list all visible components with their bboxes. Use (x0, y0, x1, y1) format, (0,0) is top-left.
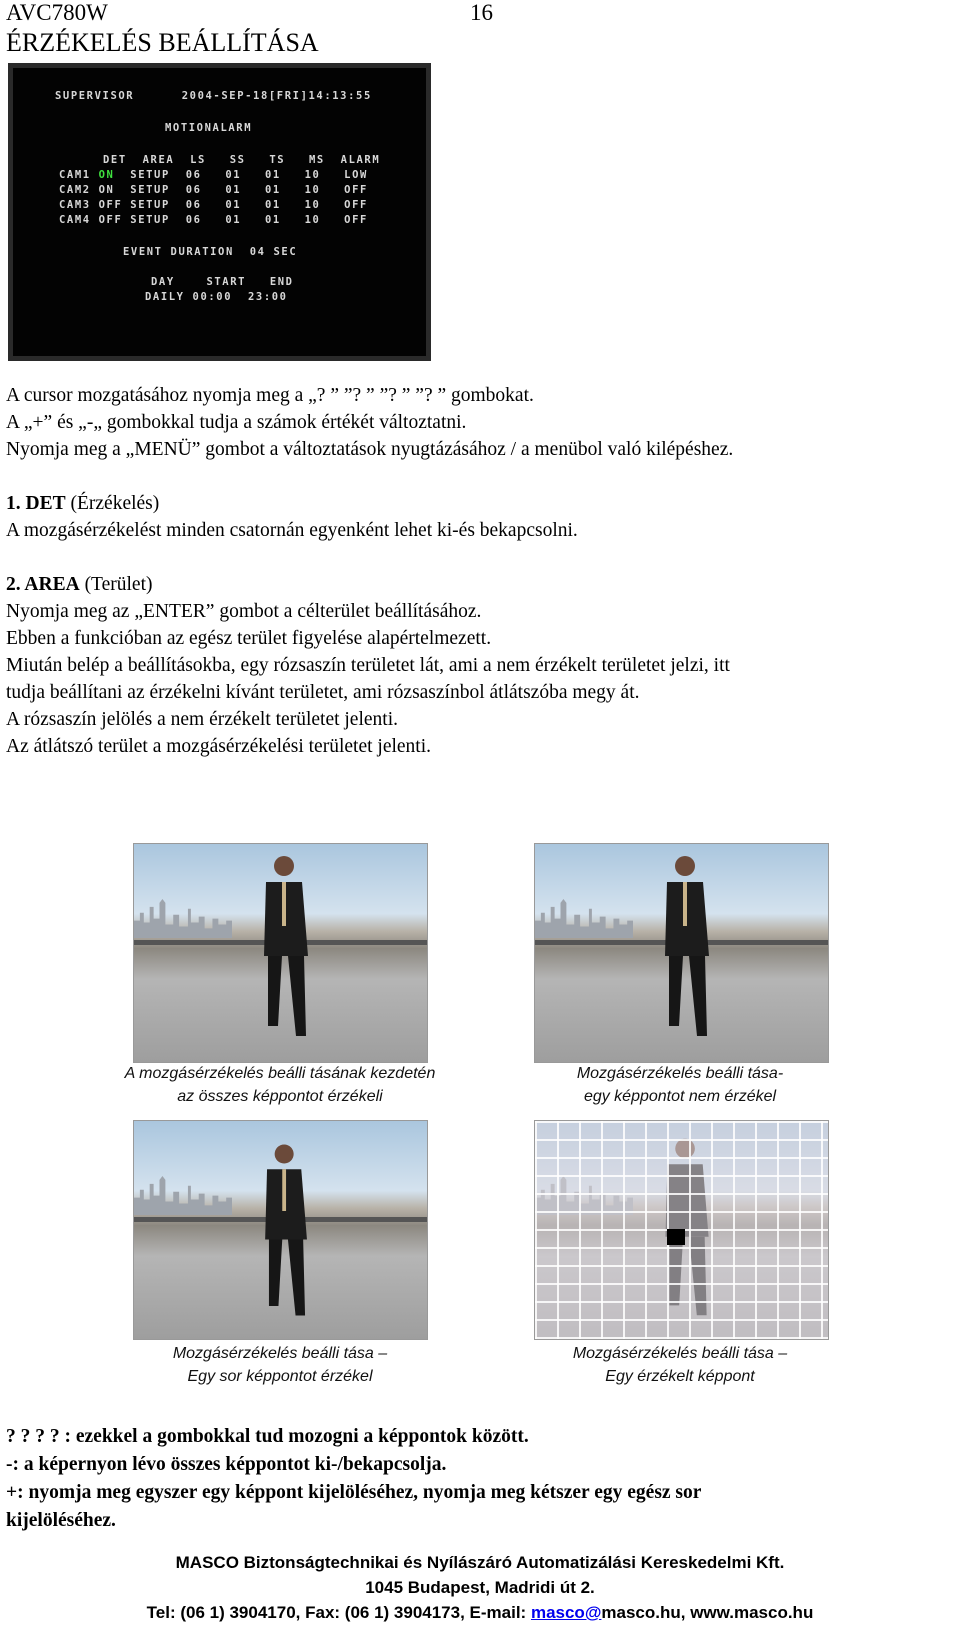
area-line: Az átlátszó terület a mozgásérzékelési területet jelenti. (6, 736, 432, 757)
instruction-cursor: A cursor mozgatásához nyomja meg a „? ” ”? ” ”? ” ”? ” gombokat. (6, 385, 534, 406)
page-number: 16 (470, 0, 493, 25)
model-name: AVC780W (6, 0, 108, 25)
osd-det-value: OFF (98, 199, 123, 211)
section-number: 2. AREA (6, 574, 80, 595)
osd-row-cam3 (59, 199, 368, 211)
footer-address: 1045 Budapest, Madridi út 2. (365, 1578, 595, 1597)
caption-photo-2 (510, 1062, 850, 1108)
osd-cam-label: CAM1 (59, 169, 91, 181)
note-arrow-keys: ? ? ? ? : ezekkel a gombokkal tud mozogni a képpontok között. (6, 1426, 529, 1447)
instruction-plus-minus: A „+” és „-„ gombokkal tudja a számok értékét változtatni. (6, 412, 467, 433)
section-number: 1. DET (6, 493, 66, 514)
osd-row-cam1 (59, 169, 368, 181)
caption-line: Egy érzékelt képpont (605, 1368, 755, 1385)
caption-line: Mozgásérzékelés beálli tása – (572, 1345, 788, 1362)
photo-one-pixel-detected-grid (534, 1120, 829, 1340)
photo-one-pixel-not-detected (534, 843, 829, 1063)
caption-line: Mozgásérzékelés beálli tása – (172, 1345, 388, 1362)
osd-row-values: SETUP 06 01 01 10 LOW (122, 169, 368, 181)
footer-company: MASCO Biztonságtechnikai és Nyílászáró Automatizálási Kereskedelmi Kft. (175, 1553, 785, 1572)
area-line: A rózsaszín jelölés a nem érzékelt területet jelenti. (6, 709, 398, 730)
osd-cam-label: CAM4 (59, 214, 91, 226)
osd-event-duration: EVENT DURATION 04 SEC (123, 246, 298, 258)
osd-schedule-values: DAILY 00:00 23:00 (145, 291, 288, 303)
osd-det-value: OFF (98, 214, 123, 226)
area-line: tudja beállítani az érzékelni kívánt területet, ami rózsaszínbol átlátszóba megy át. (6, 682, 640, 703)
photo-one-row-detected (133, 1120, 428, 1340)
osd-det-value: ON (98, 169, 123, 181)
skyline-image (535, 899, 633, 938)
detected-pixel-cell (667, 1229, 685, 1245)
osd-status-line: SUPERVISOR 2004-SEP-18[FRI]14:13:55 (55, 90, 372, 102)
page-title: ÉRZÉKELÉS BEÁLLÍTÁSA (6, 28, 319, 57)
motion-alarm-menu-screen (8, 63, 431, 361)
osd-column-headers: DET AREA LS SS TS MS ALARM (103, 154, 381, 166)
footer-contact-prefix: Tel: (06 1) 3904170, Fax: (06 1) 3904173, E-mail: (146, 1603, 531, 1622)
caption-line: A mozgásérzékelés beálli tásának kezdetén (124, 1065, 436, 1082)
osd-cam-label: CAM3 (59, 199, 91, 211)
section-det-heading (6, 490, 159, 517)
note-plus-key: +: nyomja meg egyszer egy képpont kijelöléséhez, nyomja meg kétszer egy egész sor (6, 1482, 702, 1503)
walking-man-image (252, 846, 322, 1046)
osd-row-values: SETUP 06 01 01 10 OFF (122, 184, 368, 196)
note-plus-key-cont: kijelöléséhez. (6, 1510, 116, 1531)
osd-cam-label: CAM2 (59, 184, 91, 196)
area-line: Miután belép a beállításokba, egy rózsaszín területet lát, ami a nem érzékelt területet jelzi, itt (6, 655, 730, 676)
caption-line: egy képpontot nem érzékel (583, 1088, 777, 1105)
osd-schedule-headers: DAY START END (151, 276, 294, 288)
caption-line: az összes képpontot érzékeli (177, 1088, 383, 1105)
osd-row-cam2 (59, 184, 368, 196)
caption-photo-4 (510, 1342, 850, 1388)
area-line: Ebben a funkcióban az egész terület figyelése alapértelmezett. (6, 628, 492, 649)
walking-man-image (252, 1135, 322, 1325)
walking-man-image (653, 846, 723, 1046)
osd-row-cam4 (59, 214, 368, 226)
footer-email-link[interactable]: masco@ (530, 1603, 602, 1622)
osd-det-value: ON (98, 184, 123, 196)
photo-all-pixels-detected (133, 843, 428, 1063)
osd-row-values: SETUP 06 01 01 10 OFF (122, 199, 368, 211)
footer-contact-suffix: masco.hu, www.masco.hu (601, 1603, 814, 1622)
section-area-heading (6, 571, 153, 598)
instruction-menu: Nyomja meg a „MENÜ” gombot a változtatások nyugtázásához / a menübol való kilépéshez. (6, 439, 734, 460)
osd-row-values: SETUP 06 01 01 10 OFF (122, 214, 368, 226)
caption-line: Egy sor képpontot érzékel (187, 1368, 373, 1385)
section-det-text: A mozgásérzékelést minden csatornán egyenként lehet ki-és bekapcsolni. (6, 520, 578, 541)
caption-line: Mozgásérzékelés beálli tása- (576, 1065, 784, 1082)
caption-photo-1 (110, 1062, 450, 1108)
skyline-image (134, 899, 232, 938)
note-minus-key: -: a képernyon lévo összes képpontot ki-/bekapcsolja. (6, 1454, 447, 1475)
osd-menu-title: MOTIONALARM (165, 122, 253, 134)
area-line: Nyomja meg az „ENTER” gombot a célterület beállításához. (6, 601, 482, 622)
footer-contact (0, 1600, 960, 1626)
caption-photo-3 (110, 1342, 450, 1388)
section-name: (Terület) (79, 574, 153, 595)
skyline-image (134, 1176, 232, 1215)
section-name: (Érzékelés) (65, 493, 160, 514)
